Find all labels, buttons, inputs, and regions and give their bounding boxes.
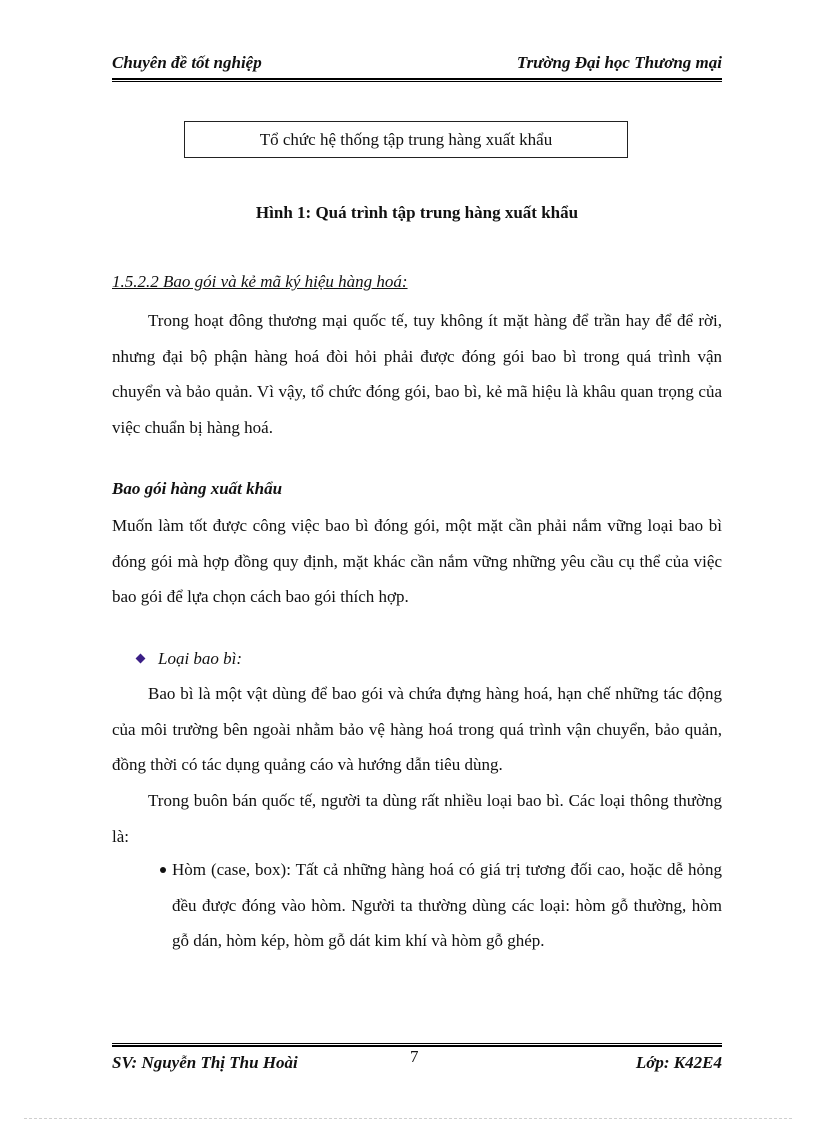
figure-box (184, 121, 628, 158)
list-dot-icon (160, 867, 166, 873)
page-number: 7 (410, 1047, 419, 1066)
paragraph-packaging-types: Trong buôn bán quốc tế, người ta dùng rất nhiều loại bao bì. Các loại thông thường là: (112, 791, 722, 846)
footer-class: Lớp: K42E4 (635, 1053, 722, 1072)
page-edge-divider (24, 1118, 792, 1119)
footer-student-name: SV: Nguyễn Thị Thu Hoài (112, 1053, 298, 1072)
list-item-box (172, 852, 722, 959)
figure-caption: Hình 1: Quá trình tập trung hàng xuất khẩu (255, 203, 579, 222)
paragraph-packaging: Muốn làm tốt được công việc bao bì đóng gói, một mặt cần phải nắm vững loại bao bì đóng gói mà hợp đồng quy định, mặt khác cần nắm vững những yêu cầu cụ thể của việc bao gói để lựa chọn cách bao gói thích hợp. (112, 516, 722, 606)
header-left-title: Chuyên đề tốt nghiệp (112, 53, 262, 72)
diamond-bullet-icon (136, 654, 146, 664)
bullet-row (137, 649, 242, 669)
paragraph-packaging-definition: Bao bì là một vật dùng để bao gói và chứa đựng hàng hoá, hạn chế những tác động của môi trường bên ngoài nhằm bảo vệ hàng hoá trong quá trình vận chuyển, bảo quản, đồng thời có tác dụng quảng cáo và hướng dẫn tiêu dùng. (112, 684, 722, 774)
figure-box-text: Tổ chức hệ thống tập trung hàng xuất khẩu (259, 129, 553, 149)
header-rule-thick (112, 78, 722, 80)
section-heading: 1.5.2.2 Bao gói và kẻ mã ký hiệu hàng hoá: (112, 272, 408, 291)
header-right-title: Trường Đại học Thương mại (516, 53, 722, 72)
bullet-heading: Loại bao bì: (158, 649, 243, 668)
footer-rule-thin (112, 1043, 722, 1044)
subheading-packaging: Bao gói hàng xuất khẩu (112, 479, 283, 498)
paragraph-intro: Trong hoạt đông thương mại quốc tế, tuy không ít mặt hàng để trần hay để để rời, nhưng đại bộ phận hàng hoá đòi hỏi phải được đóng gói bao bì trong quá trình vận chuyển và bảo quản. Vì vậy, tổ chức đóng gói, bao bì, kẻ mã hiệu là khâu quan trọng của việc chuẩn bị hàng hoá. (112, 311, 722, 437)
header-rule-thin (112, 81, 722, 82)
list-item-text: Hòm (case, box): Tất cả những hàng hoá có giá trị tương đối cao, hoặc dễ hỏng đều được đóng vào hòm. Người ta thường dùng các loại: hòm gỗ thường, hòm gỗ dán, hòm kép, hòm gỗ dát kim khí và hòm gỗ ghép. (172, 860, 722, 950)
